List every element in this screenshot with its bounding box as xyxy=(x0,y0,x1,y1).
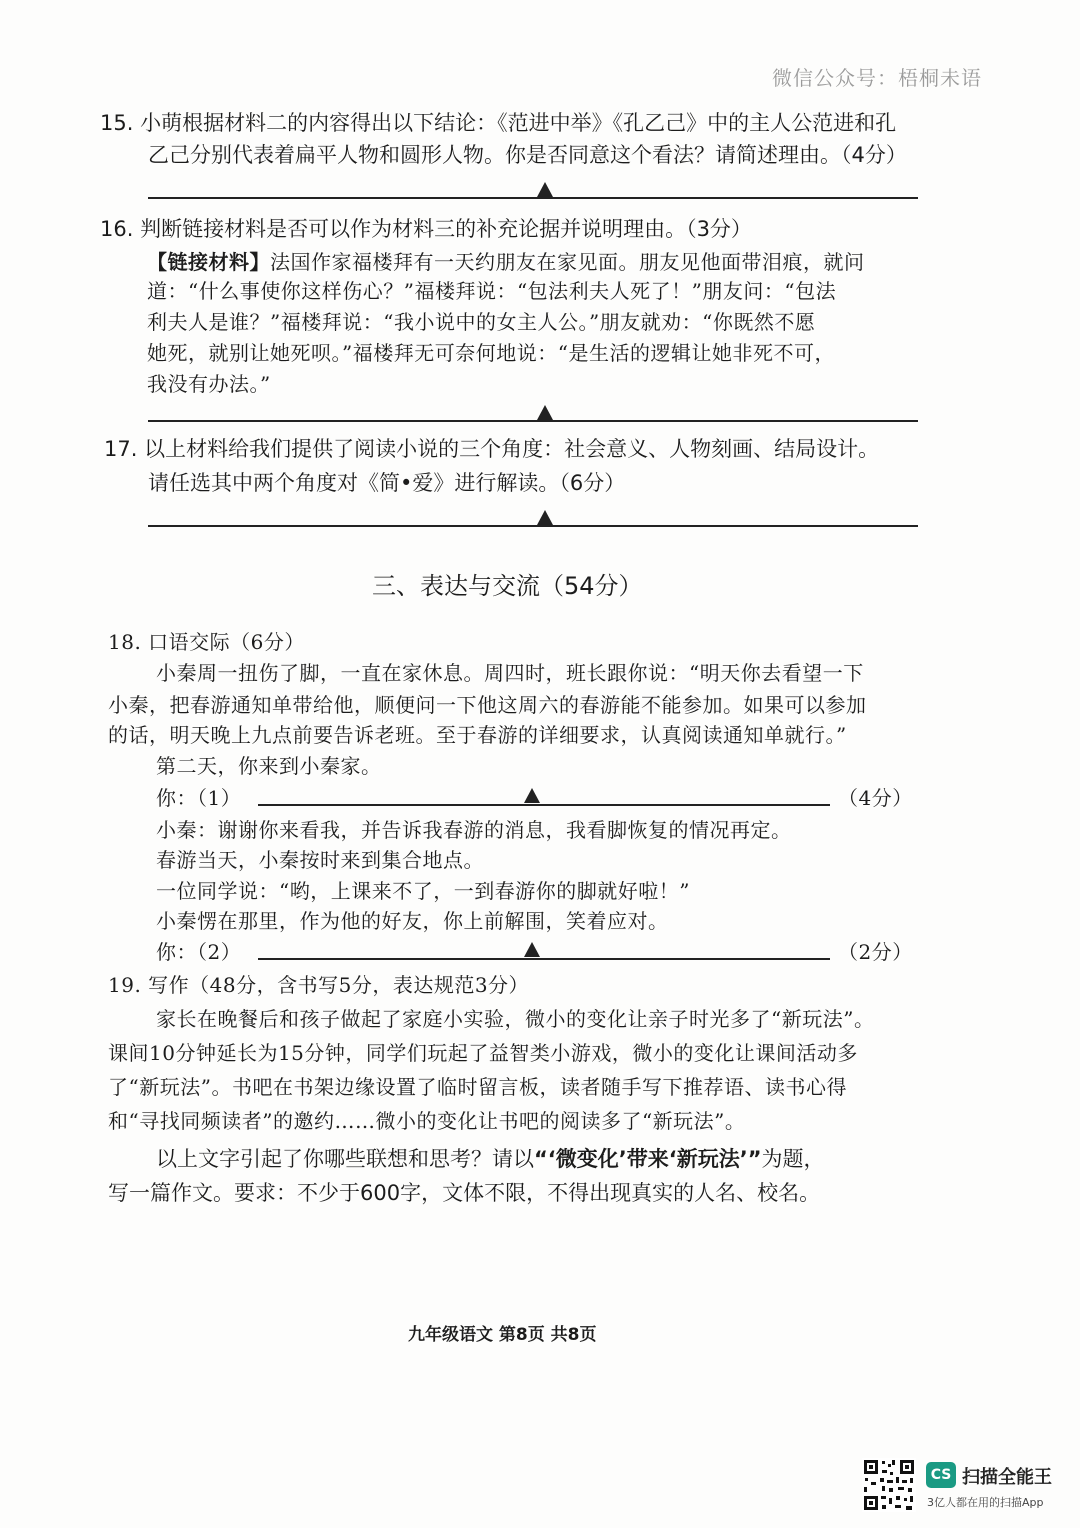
q16-line-1: 16. 判断链接材料是否可以作为材料三的补充论据并说明理由。（3分） xyxy=(100,217,752,241)
q16-material-line-4: 她死，就别让她死呗。”福楼拜无可奈何地说：“是生活的逻辑让她非死不可， xyxy=(147,341,835,365)
qr-code-icon xyxy=(862,1458,916,1512)
q18-next-day: 第二天，你来到小秦家。 xyxy=(156,754,382,778)
q18-answer-2-line[interactable] xyxy=(258,958,830,960)
q17-answer-line xyxy=(148,525,918,527)
section-title: 三、表达与交流（54分） xyxy=(372,572,643,600)
q19-paragraph-line-2: 课间10分钟延长为15分钟，同学们玩起了益智类小游戏，微小的变化让课间活动多 xyxy=(108,1041,858,1065)
q16-link-label: 【链接材料】 xyxy=(147,250,270,274)
answer-marker-icon xyxy=(524,788,540,803)
q17-line-1: 17. 以上材料给我们提供了阅读小说的三个角度：社会意义、人物刻画、结局设计。 xyxy=(104,437,880,461)
q18-paragraph-line-1: 小秦周一扭伤了脚，一直在家休息。周四时，班长跟你说：“明天你去看望一下 xyxy=(156,661,864,685)
q16-material-line-3: 利夫人是谁？”福楼拜说：“我小说中的女主人公。”朋友就劝：“你既然不愿 xyxy=(147,310,816,334)
q19-essay-title: “‘微变化’带来‘新玩法’” xyxy=(534,1147,762,1171)
answer-marker-icon xyxy=(524,942,540,957)
q18-situation: 小秦愣在那里，作为他的好友，你上前解围，笑着应对。 xyxy=(156,909,669,933)
q15-line-1: 15. 小萌根据材料二的内容得出以下结论：《范进中举》《孔乙己》中的主人公范进和孔 xyxy=(100,111,897,135)
q19-prompt-prefix: 以上文字引起了你哪些联想和思考？请以 xyxy=(156,1147,534,1171)
q17-line-2: 请任选其中两个角度对《简•爱》进行解读。（6分） xyxy=(148,471,626,495)
q18-paragraph-line-3: 的话，明天晚上九点前要告诉老班。至于春游的详细要求，认真阅读通知单就行。” xyxy=(108,723,847,747)
q19-paragraph-line-1: 家长在晚餐后和孩子做起了家庭小实验，微小的变化让亲子时光多了“新玩法”。 xyxy=(156,1007,875,1031)
q18-you-1-label: 你：（1） xyxy=(156,786,242,810)
q16-material-line-2: 道：“什么事使你这样伤心？”福楼拜说：“包法利夫人死了！”朋友问：“包法 xyxy=(147,279,837,303)
q18-trip-day: 春游当天，小秦按时来到集合地点。 xyxy=(156,848,484,872)
q18-you-1-score: （4分） xyxy=(838,786,913,810)
q19-requirements: 写一篇作文。要求：不少于600字，文体不限，不得出现真实的人名、校名。 xyxy=(108,1181,821,1205)
q16-material-line-5: 我没有办法。” xyxy=(147,372,271,396)
answer-marker-icon xyxy=(537,182,553,197)
q18-paragraph-line-2: 小秦，把春游通知单带给他，顺便问一下他这周六的春游能不能参加。如果可以参加 xyxy=(108,693,867,717)
camscanner-tagline: 3亿人都在用的扫描App xyxy=(927,1496,1044,1509)
q15-line-2: 乙己分别代表着扁平人物和圆形人物。你是否同意这个看法？请简述理由。（4分） xyxy=(148,143,907,167)
q18-you-2-label: 你：（2） xyxy=(156,940,242,964)
q18-title: 18. 口语交际（6分） xyxy=(108,630,305,654)
q16-material-line-1: 法国作家福楼拜有一天约朋友在家见面。朋友见他面带泪痕，就问 xyxy=(270,250,865,274)
q18-you-2-score: （2分） xyxy=(838,940,913,964)
q19-prompt-suffix: 为题， xyxy=(761,1147,825,1171)
q15-answer-line xyxy=(148,197,918,199)
q18-answer-1-line[interactable] xyxy=(258,804,830,806)
q16-answer-line xyxy=(148,420,918,422)
camscanner-app-name: 扫描全能王 xyxy=(962,1467,1052,1488)
watermark-text: 微信公众号：梧桐未语 xyxy=(772,66,982,90)
q19-title: 19. 写作（48分，含书写5分，表达规范3分） xyxy=(108,973,530,997)
q19-paragraph-line-3: 了“新玩法”。书吧在书架边缘设置了临时留言板，读者随手写下推荐语、读书心得 xyxy=(108,1075,847,1099)
camscanner-logo-icon: CS xyxy=(926,1462,956,1488)
q18-reply: 小秦：谢谢你来看我，并告诉我春游的消息，我看脚恢复的情况再定。 xyxy=(156,818,792,842)
answer-marker-icon xyxy=(537,405,553,420)
q19-paragraph-line-4: 和“寻找同频读者”的邀约……微小的变化让书吧的阅读多了“新玩法”。 xyxy=(108,1109,746,1133)
answer-marker-icon xyxy=(537,510,553,525)
q18-classmate-remark: 一位同学说：“哟，上课来不了，一到春游你的脚就好啦！” xyxy=(156,879,690,903)
page-footer: 九年级语文 第8页 共8页 xyxy=(408,1325,597,1345)
